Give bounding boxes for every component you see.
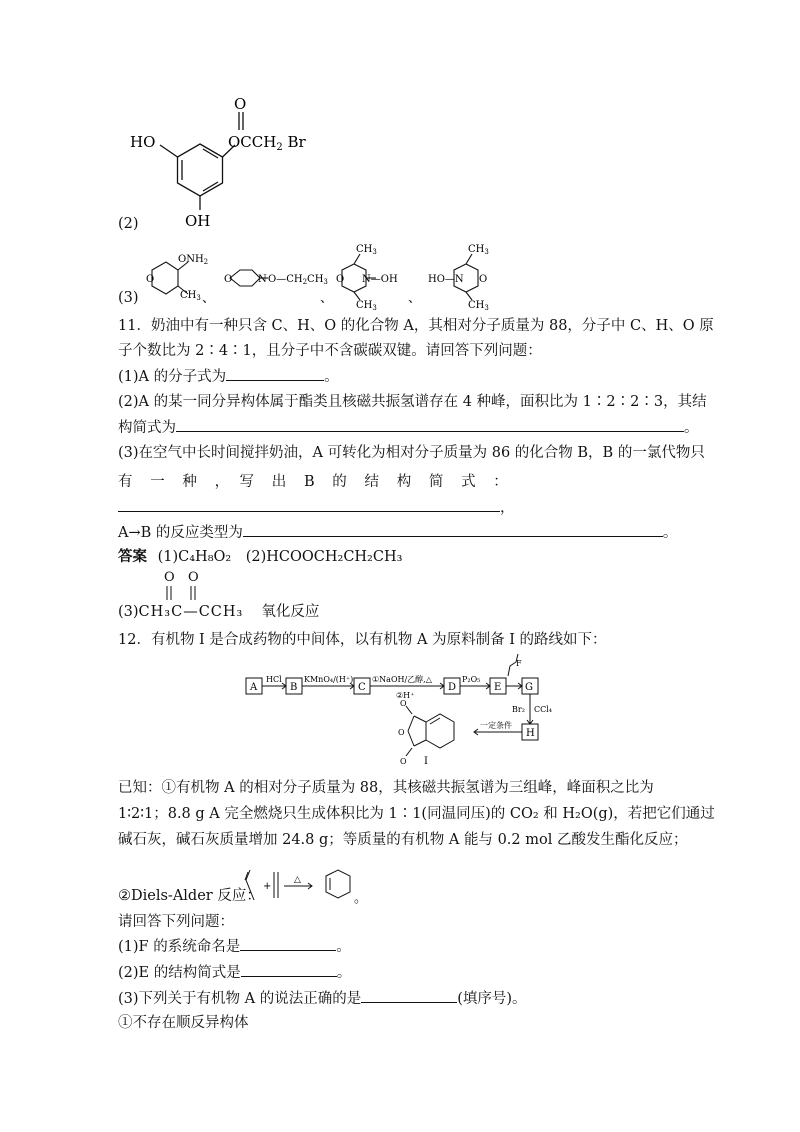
- q11-part3a: (3)在空气中长时间搅拌奶油，A 可转化为相对分子质量为 86 的化合物 B，B 的一氯代物只: [118, 445, 705, 461]
- compound-a: A: [250, 682, 258, 693]
- svg-text:CH3: $CH_3$: [468, 244, 489, 256]
- compound-i: I: [424, 756, 428, 767]
- n-oh-group: N—OH: [362, 274, 398, 285]
- answer-o-1: O: [164, 570, 175, 585]
- structure-2-drawing: [130, 92, 320, 232]
- svg-text:O: O: [400, 699, 407, 708]
- q12-s2: (2)E 的结构简式是 。: [118, 962, 351, 983]
- carbonyl-oxygen: O: [234, 95, 247, 113]
- reagent-naoh: ①NaOH/乙醇,△: [372, 675, 432, 684]
- q11-intro-1: 11．奶油中有一种只含 C、H、O 的化合物 A，其相对分子质量为 88，分子中 C、H、O 原: [118, 318, 714, 334]
- compound-h: H: [526, 728, 535, 739]
- answer-blank-6[interactable]: [241, 962, 337, 977]
- compound-g: G: [525, 682, 533, 693]
- reagent-condition: 一定条件: [480, 721, 512, 730]
- answer-blank-3[interactable]: [118, 497, 500, 512]
- answer-label: 答案: [118, 548, 147, 565]
- reagent-p2o5: P₂O₅: [462, 675, 481, 684]
- answer-blank-2[interactable]: [176, 417, 684, 432]
- q11-part3c: ，: [118, 497, 515, 518]
- compound-f: F: [516, 659, 522, 668]
- compound-b: B: [290, 682, 298, 693]
- ho-group: HO: [130, 133, 156, 151]
- svg-text:O: O: [398, 728, 405, 737]
- separator-1: 、: [202, 291, 216, 306]
- known-2: 1∶2∶1；8.8 g A 完全燃烧只生成体积比为 1∶1(同温同压)的 CO₂ 和 H₂O(g)，若把它们通过: [118, 806, 715, 822]
- answer-blank-7[interactable]: [361, 988, 457, 1003]
- q11-part1: (1)A 的分子式为 。: [118, 366, 339, 387]
- svg-text:CH3: $CH_3$: [468, 300, 489, 312]
- reagent-hcl: HCl: [266, 675, 282, 684]
- ch3-group-1: $CH_3$: [180, 290, 201, 302]
- synthesis-scheme: [246, 660, 566, 772]
- reagent-h-plus: ②H⁺: [396, 691, 415, 700]
- q11-intro-2: 子个数比为 2∶4∶1，且分子中不含碳碳双键。请回答下列问题：: [118, 343, 542, 359]
- q12-s3: (3)下列关于有机物 A 的说法正确的是 (填序号)。: [118, 988, 527, 1009]
- structure-3-label: (3): [118, 290, 139, 306]
- known-1: 已知：①有机物 A 的相对分子质量为 88，其核磁共振氢谱为三组峰，峰面积之比为: [118, 780, 654, 796]
- answer-formula: CH₃C—CCH₃: [138, 604, 244, 620]
- reagent-ccl4: CCl₄: [534, 705, 553, 714]
- structure-2-label: (2): [118, 216, 139, 232]
- known-4: ②Diels-Alder 反应：: [118, 888, 261, 904]
- answer-blank-4[interactable]: [243, 522, 663, 537]
- known-3: 碱石灰，碱石灰质量增加 24.8 g；等质量的有机物 A 能与 0.2 mol 乙酸发生酯化反应；: [118, 832, 688, 848]
- answer-text-1: (1)C₄H₈O₂ (2)HCOOCH₂CH₂CH₃: [157, 549, 403, 565]
- answer-o-2: O: [188, 570, 199, 585]
- answer-line-1: [118, 547, 402, 567]
- compound-c: C: [358, 682, 366, 693]
- answer-carbonyl-bonds: [160, 586, 210, 602]
- q11-part3d: A→B 的反应类型为 。: [118, 522, 677, 543]
- svg-text:+: +: [263, 881, 272, 892]
- compound-d: D: [448, 682, 457, 693]
- answer-line-3: (3)CH₃C—CCH₃ 氧化反应: [118, 604, 320, 620]
- svg-text:CH3: $CH_3$: [356, 300, 377, 312]
- compound-e: E: [494, 682, 502, 693]
- structure-3-drawing: [132, 240, 512, 310]
- answer-blank-1[interactable]: [226, 366, 324, 381]
- svg-text:、: 、: [408, 291, 422, 306]
- q12-s1: (1)F 的系统命名是 。: [118, 936, 351, 957]
- q11-part3b: 有 一 种 ， 写 出 B 的 结 构 简 式 ：: [118, 474, 510, 490]
- q11-part2a: (2)A 的某一同分异构体属于酯类且核磁共振氢谱存在 4 种峰，面积比为 1∶2∶2∶3，其结: [118, 394, 707, 410]
- svg-text:CH3: $CH_3$: [356, 244, 377, 256]
- svg-text:O: O: [479, 274, 488, 285]
- q11-part2b: 构简式为 。: [118, 417, 699, 438]
- answer-reaction-type: 氧化反应: [261, 604, 320, 620]
- svg-text:N: N: [258, 274, 267, 285]
- onh2-group: $ONH_2$: [178, 254, 209, 266]
- answer-blank-5[interactable]: [240, 936, 336, 951]
- oet-group: $O—CH_2CH_3$: [268, 274, 328, 286]
- oh-group: OH: [185, 212, 211, 230]
- svg-text:O: O: [400, 757, 407, 766]
- ask: 请回答下列问题：: [118, 914, 234, 930]
- svg-text:。: 。: [354, 891, 368, 906]
- svg-text:O: O: [224, 274, 233, 285]
- svg-text:O: O: [336, 274, 345, 285]
- da-condition: △: [294, 875, 301, 885]
- reagent-br2: Br₂: [512, 705, 525, 714]
- diels-alder-scheme: [244, 862, 368, 912]
- q12-intro: 12．有机物 I 是合成药物的中间体，以有机物 A 为原料制备 I 的路线如下：: [118, 632, 607, 648]
- svg-text:O: O: [146, 274, 155, 285]
- reagent-kmno4: KMnO₄/(H⁺): [304, 675, 354, 684]
- ho-n-group: HO—N: [428, 274, 464, 285]
- ester-group: $OCCH_2$ Br: [228, 133, 306, 153]
- q12-opt1: ①不存在顺反异构体: [118, 1015, 249, 1031]
- svg-text:、: 、: [320, 291, 334, 306]
